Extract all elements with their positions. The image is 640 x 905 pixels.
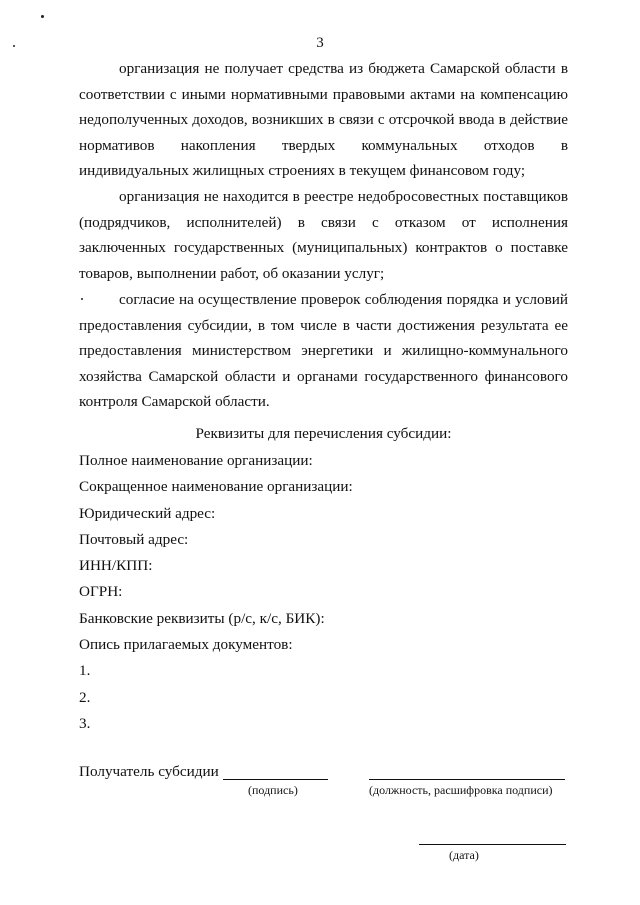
- field-documents-list: Опись прилагаемых документов:: [79, 636, 293, 654]
- list-item-3: 3.: [79, 714, 91, 732]
- requisites-fields: [79, 448, 568, 737]
- signature-line: [223, 779, 328, 780]
- position-caption: (должность, расшифровка подписи): [369, 783, 553, 797]
- date-caption: (дата): [449, 848, 479, 862]
- list-item-1: 1.: [79, 662, 91, 680]
- field-bank-details: Банковские реквизиты (р/с, к/с, БИК):: [79, 609, 325, 627]
- paragraph-no-budget-funds: организация не получает средства из бюджета Самарской области в соответствии с иными нормативными правовыми актами на компенсацию недополученных доходов, возникших в связи с отсрочкой ввода в действие нормативов накопления твердых коммунальных отходов в индивидуальных жилищных строениях в текущем финансовом году;: [79, 60, 568, 180]
- signature-block: [79, 761, 571, 801]
- list-item-2: 2.: [79, 688, 91, 706]
- field-inn-kpp: ИНН/КПП:: [79, 557, 153, 575]
- field-short-name: Сокращенное наименование организации:: [79, 478, 353, 496]
- paragraph-inspection-consent: согласие на осуществление проверок соблюдения порядка и условий предоставления субсидии, в том числе в части достижения результата ее предоставления министерством энергетики и жилищно-коммунального хозяйства Самарской области и органами государственного финансового контроля Самарской области.: [79, 291, 568, 411]
- field-legal-address: Юридический адрес:: [79, 504, 216, 522]
- scan-speck: [41, 15, 44, 18]
- position-line: [369, 779, 565, 780]
- field-full-name: Полное наименование организации:: [79, 452, 313, 469]
- paragraph-not-in-registry: организация не находится в реестре недобросовестных поставщиков (подрядчиков, исполнителей) в связи с отказом от исполнения заключенных государственных (муниципальных) контрактов о поставке товаров, выполнении работ, об оказании услуг;: [79, 188, 568, 282]
- requisites-title: Реквизиты для перечисления субсидии:: [195, 425, 452, 442]
- page-number: 3: [316, 35, 324, 51]
- recipient-label: Получатель субсидии: [79, 763, 219, 780]
- date-block: [419, 836, 569, 866]
- field-ogrn: ОГРН:: [79, 583, 123, 601]
- field-postal-address: Почтовый адрес:: [79, 530, 189, 548]
- signature-caption: (подпись): [248, 783, 298, 797]
- date-line: [419, 844, 566, 845]
